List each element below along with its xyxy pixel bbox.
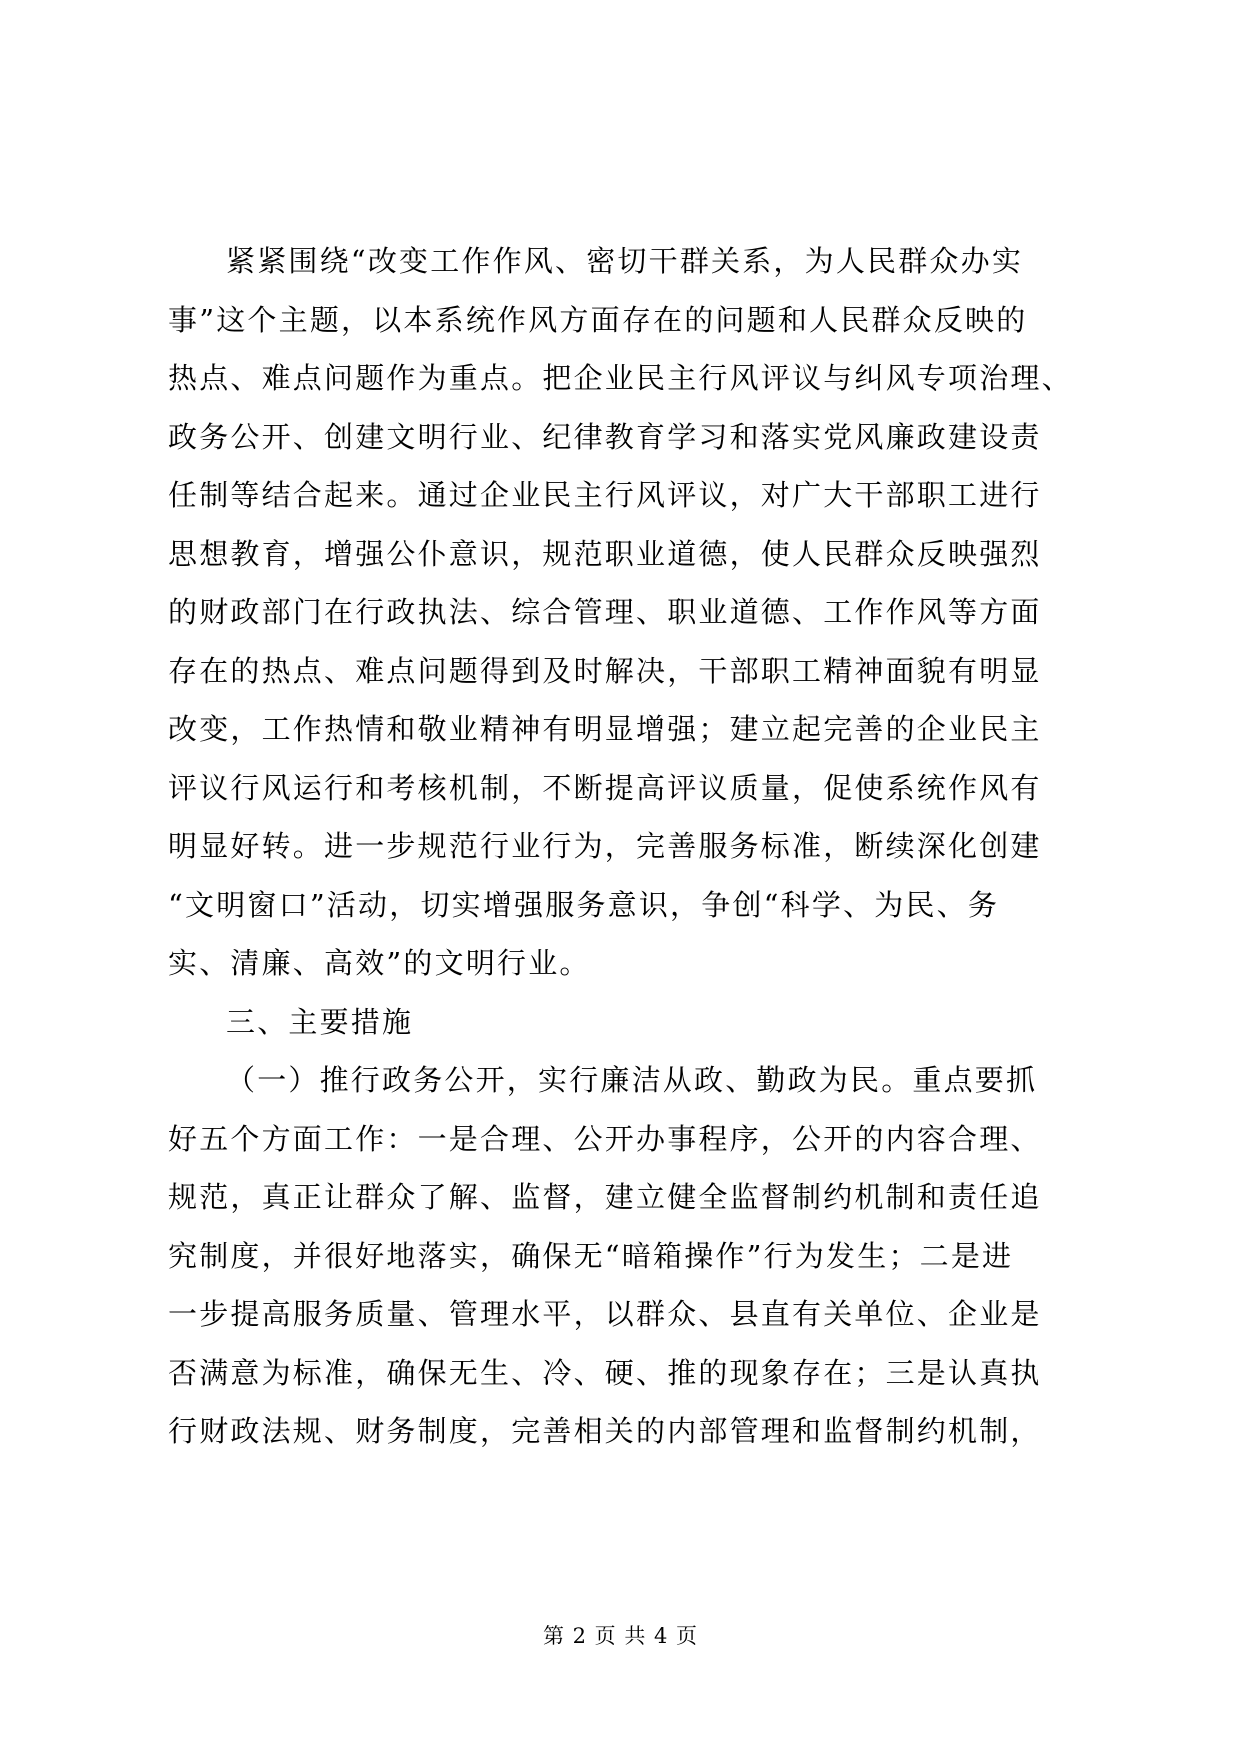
body-text	[168, 232, 1088, 1461]
paragraph-line: 热点、难点问题作为重点。把企业民主行风评议与纠风专项治理、	[168, 361, 1073, 395]
paragraph-line: 事”这个主题，以本系统作风方面存在的问题和人民群众反映的	[168, 302, 1028, 337]
paragraph-line: 存在的热点、难点问题得到及时解决，干部职工精神面貌有明显	[168, 653, 1042, 688]
paragraph-line: 否满意为标准，确保无生、冷、硬、推的现象存在；三是认真执	[168, 1355, 1042, 1390]
paragraph-line: 紧紧围绕“改变工作作风、密切干群关系，为人民群众办实	[226, 244, 1024, 278]
paragraph-line: 的财政部门在行政执法、综合管理、职业道德、工作作风等方面	[168, 595, 1042, 629]
paragraph-line: 行财政法规、财务制度，完善相关的内部管理和监督制约机制，	[168, 1414, 1042, 1448]
paragraph-line: 改变，工作热情和敬业精神有明显增强；建立起完善的企业民主	[168, 712, 1042, 746]
paragraph-line: 究制度，并很好地落实，确保无“暗箱操作”行为发生；二是进	[168, 1238, 1014, 1273]
paragraph-line: 一步提高服务质量、管理水平，以群众、县直有关单位、企业是	[168, 1297, 1042, 1331]
paragraph-line: 实、清廉、高效”的文明行业。	[168, 946, 591, 980]
paragraph-line: 好五个方面工作：一是合理、公开办事程序，公开的内容合理、	[168, 1121, 1042, 1156]
paragraph-line: 规范，真正让群众了解、监督，建立健全监督制约机制和责任追	[168, 1180, 1042, 1214]
paragraph-line: 明显好转。进一步规范行业行为，完善服务标准，断续深化创建	[168, 829, 1042, 863]
section-heading: 三、主要措施	[226, 1004, 414, 1039]
paragraph-line: “文明窗口”活动，切实增强服务意识，争创“科学、为民、务	[168, 887, 1000, 922]
paragraph-line: 思想教育，增强公仆意识，规范职业道德，使人民群众反映强烈	[168, 536, 1042, 571]
paragraph-line: 政务公开、创建文明行业、纪律教育学习和落实党风廉政建设责	[168, 419, 1042, 454]
paragraph-line: 评议行风运行和考核机制，不断提高评议质量，促使系统作风有	[168, 770, 1042, 805]
paragraph-line: （一）推行政务公开，实行廉洁从政、勤政为民。重点要抓	[226, 1063, 1038, 1097]
page-number-footer: 第 2 页 共 4 页	[542, 1624, 699, 1648]
paragraph-line: 任制等结合起来。通过企业民主行风评议，对广大干部职工进行	[168, 478, 1042, 512]
